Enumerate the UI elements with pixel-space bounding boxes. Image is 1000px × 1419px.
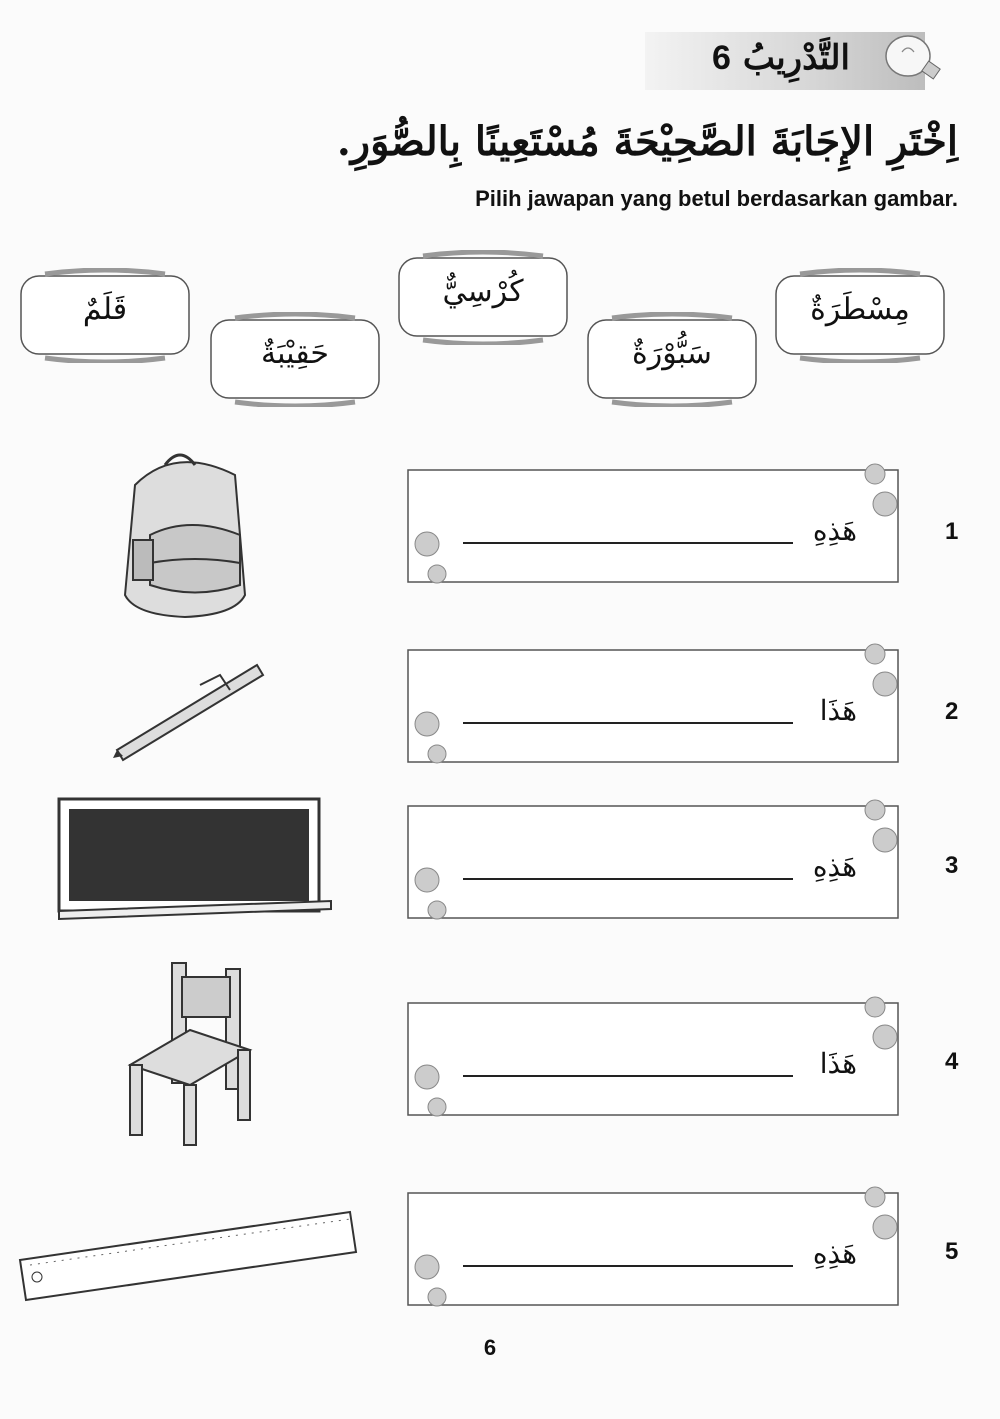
exercise-title-banner <box>645 30 945 92</box>
question-number: 2 <box>945 698 959 725</box>
question-number: 4 <box>945 1048 959 1075</box>
word-card <box>15 268 195 363</box>
question-number: 1 <box>945 518 959 545</box>
answer-box <box>405 642 905 762</box>
word-card-label: قَلَمٌ <box>82 292 128 327</box>
demonstrative-pronoun: هَذَا <box>819 694 857 727</box>
answer-blank[interactable] <box>463 1265 793 1267</box>
instruction-arabic: اِخْتَرِ الإِجَابَةَ الصَّحِيْحَةَ مُسْتَعِينًا بِالصُّوَرِ. <box>336 118 958 165</box>
answer-blank[interactable] <box>463 878 793 880</box>
word-card-label: سَبُّوْرَةٌ <box>632 336 712 371</box>
page-number: 6 <box>483 1335 497 1360</box>
answer-box <box>405 1185 905 1305</box>
demonstrative-pronoun: هَذِهِ <box>812 514 857 547</box>
word-card <box>770 268 950 363</box>
answer-box <box>405 995 905 1115</box>
word-card-label: كُرْسِيٌّ <box>442 274 524 309</box>
pen-icon <box>105 650 265 765</box>
question-number: 5 <box>945 1238 959 1265</box>
exercise-number: 6 <box>712 39 731 77</box>
word-card <box>205 312 385 407</box>
backpack-icon <box>95 445 275 620</box>
demonstrative-pronoun: هَذِهِ <box>812 1237 857 1270</box>
word-card-label: مِسْطَرَةٌ <box>810 292 910 327</box>
ruler-icon <box>15 1205 365 1305</box>
word-card-label: حَقِيْبَةٌ <box>261 336 329 371</box>
answer-blank[interactable] <box>463 722 793 724</box>
chair-icon <box>120 955 260 1155</box>
demonstrative-pronoun: هَذِهِ <box>812 850 857 883</box>
blackboard-icon <box>55 795 335 925</box>
demonstrative-pronoun: هَذَا <box>819 1047 857 1080</box>
answer-box <box>405 462 905 582</box>
answer-box <box>405 798 905 918</box>
word-card <box>393 250 573 345</box>
word-card <box>582 312 762 407</box>
instruction-malay: Pilih jawapan yang betul berdasarkan gambar. <box>475 186 958 211</box>
exercise-title: التَّدْرِيبُ <box>742 38 850 78</box>
answer-blank[interactable] <box>463 542 793 544</box>
lightbulb-icon <box>880 30 950 92</box>
question-number: 3 <box>945 852 959 879</box>
answer-blank[interactable] <box>463 1075 793 1077</box>
